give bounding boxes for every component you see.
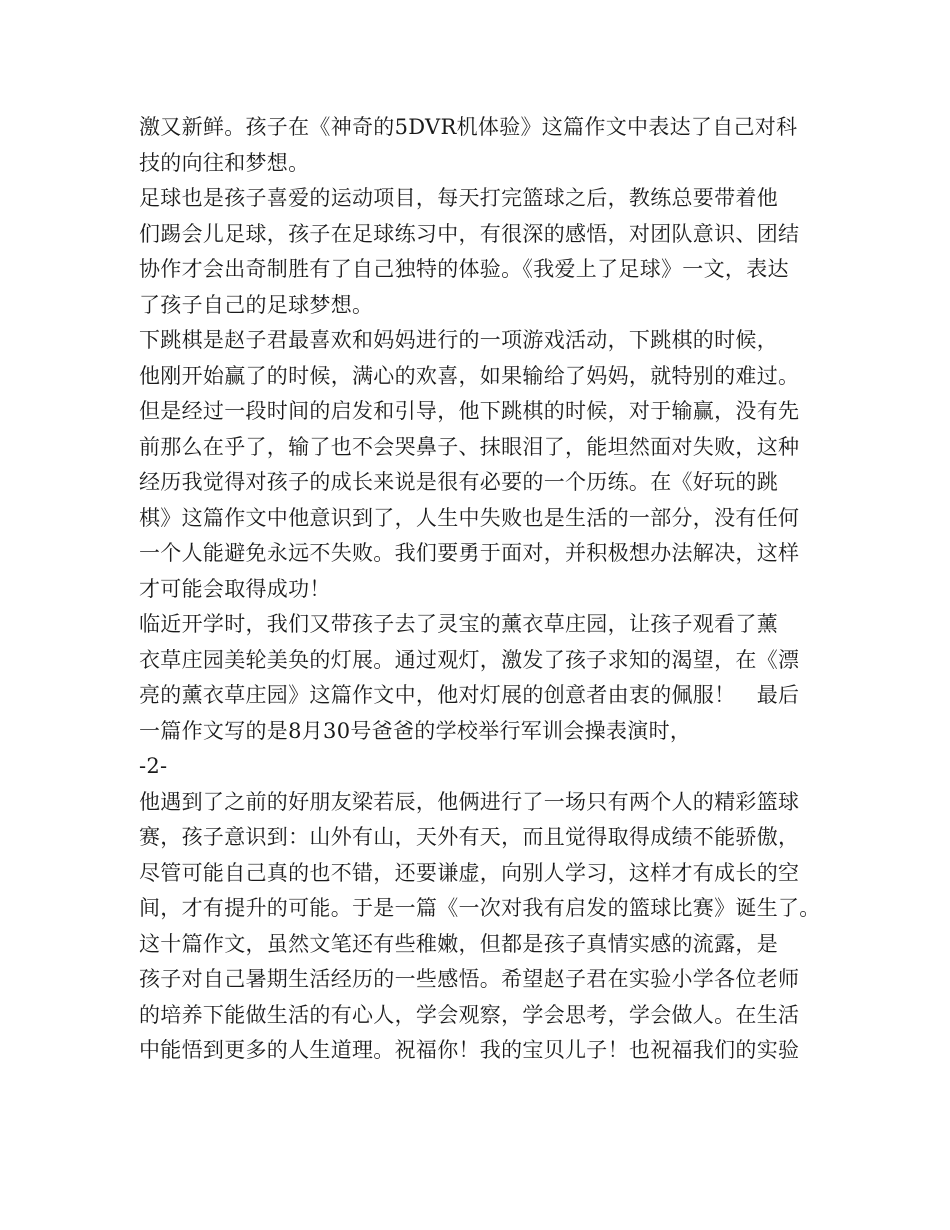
text-line: 下跳棋是赵子君最喜欢和妈妈进行的一项游戏活动，下跳棋的时候， — [139, 328, 778, 352]
text-line: 中能悟到更多的人生道理。祝福你！我的宝贝儿子！也祝福我们的实验 — [139, 1038, 800, 1062]
text-line: 一篇作文写的是8月30号爸爸的学校举行军训会操表演时， — [139, 718, 692, 743]
text-line: 激又新鲜。孩子在《神奇的5DVR机体验》这篇作文中表达了自己对科 — [139, 115, 798, 139]
text-line: 这十篇作文，虽然文笔还有些稚嫩，但都是孩子真情实感的流露，是 — [139, 931, 778, 956]
text-line: 亮的薰衣草庄园》这篇作文中，他对灯展的创意者由衷的佩服！ 最后 — [139, 683, 800, 707]
text-line: 了孩子自己的足球梦想。 — [139, 292, 374, 317]
text-line: 间，才有提升的可能。于是一篇《一次对我有启发的篮球比赛》诞生了。 — [139, 896, 821, 920]
text-line: 临近开学时，我们又带孩子去了灵宝的薰衣草庄园，让孩子观看了薰 — [139, 612, 778, 636]
text-line: 们踢会儿足球，孩子在足球练习中，有很深的感悟，对团队意识、团结 — [139, 221, 800, 246]
text-line: 赛，孩子意识到：山外有山，天外有天，而且觉得取得成绩不能骄傲， — [139, 825, 800, 849]
text-line: 孩子对自己暑期生活经历的一些感悟。希望赵子君在实验小学各位老师 — [139, 967, 800, 991]
text-line: 协作才会出奇制胜有了自己独特的体验。《我爱上了足球》一文，表达 — [139, 257, 789, 281]
text-line: 他刚开始赢了的时候，满心的欢喜，如果输给了妈妈，就特别的难过。 — [139, 363, 800, 388]
document-body — [139, 110, 839, 1069]
text-line: 棋》这篇作文中他意识到了，人生中失败也是生活的一部分，没有任何 — [139, 505, 800, 530]
text-line: 经历我觉得对孩子的成长来说是很有必要的一个历练。在《好玩的跳 — [139, 470, 778, 494]
text-line: 但是经过一段时间的启发和引导，他下跳棋的时候，对于输赢，没有先 — [139, 399, 800, 423]
text-line: 一个人能避免永远不失败。我们要勇于面对，并积极想办法解决，这样 — [139, 541, 800, 565]
text-line: 才可能会取得成功！ — [139, 576, 331, 601]
text-line: 的培养下能做生活的有心人，学会观察，学会思考，学会做人。在生活 — [139, 1002, 800, 1027]
text-line: 足球也是孩子喜爱的运动项目，每天打完篮球之后，教练总要带着他 — [139, 186, 778, 210]
text-line: 尽管可能自己真的也不错，还要谦虚，向别人学习，这样才有成长的空 — [139, 860, 800, 885]
text-line: 他遇到了之前的好朋友梁若辰，他俩进行了一场只有两个人的精彩篮球 — [139, 789, 800, 814]
text-line: 前那么在乎了，输了也不会哭鼻子、抹眼泪了，能坦然面对失败，这种 — [139, 434, 800, 459]
text-line: 衣草庄园美轮美奂的灯展。通过观灯，激发了孩子求知的渴望，在《漂 — [139, 647, 800, 672]
page-number: -2- — [139, 754, 168, 778]
text-line: 技的向往和梦想。 — [139, 150, 310, 175]
